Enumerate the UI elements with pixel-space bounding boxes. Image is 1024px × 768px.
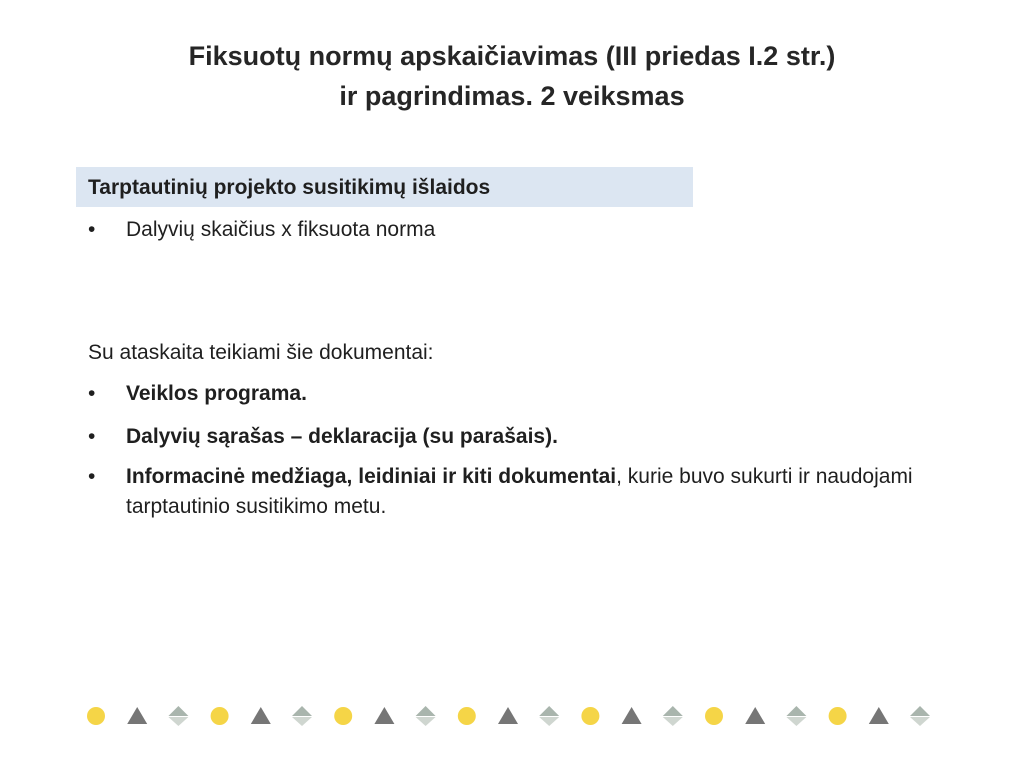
decor-circle-icon [705, 707, 723, 725]
decor-triangle-icon [622, 707, 642, 724]
decor-triangle-icon [251, 707, 271, 724]
decor-diamond-icon [910, 706, 930, 726]
decorative-shape-row [86, 705, 946, 727]
slide-title-line-2: ir pagrindimas. 2 veiksmas [339, 81, 685, 111]
slide-title-line-1: Fiksuotų normų apskaičiavimas (III priedas I.2 str.) [188, 41, 836, 71]
bullet-icon: • [88, 465, 96, 488]
decor-triangle-icon [498, 707, 518, 724]
decor-diamond-icon [539, 706, 559, 726]
decor-triangle-icon [745, 707, 765, 724]
document-item-text [126, 462, 966, 522]
decor-diamond-icon [416, 706, 436, 726]
decor-diamond-icon [168, 706, 188, 726]
decor-circle-icon [334, 707, 352, 725]
bullet-icon: • [88, 382, 96, 405]
bullet-icon: • [88, 218, 96, 241]
document-item-text: Dalyvių sąrašas – deklaracija (su parašais). [126, 425, 558, 448]
decor-circle-icon [211, 707, 229, 725]
decor-circle-icon [87, 707, 105, 725]
document-item-rest: , kurie buvo sukurti ir naudojami tarptautinio susitikimo metu. [126, 465, 913, 518]
decor-circle-icon [581, 707, 599, 725]
decor-diamond-icon [292, 706, 312, 726]
bullet-icon: • [88, 425, 96, 448]
decor-diamond-icon [786, 706, 806, 726]
decor-circle-icon [458, 707, 476, 725]
document-item-text: Veiklos programa. [126, 382, 307, 405]
decor-circle-icon [829, 707, 847, 725]
decor-triangle-icon [869, 707, 889, 724]
documents-intro: Su ataskaita teikiami šie dokumentai: [88, 341, 434, 364]
decor-diamond-icon [663, 706, 683, 726]
document-item-bold-part: Informacinė medžiaga, leidiniai ir kiti dokumentai [126, 465, 617, 488]
decor-triangle-icon [374, 707, 394, 724]
bullet-text: Dalyvių skaičius x fiksuota norma [126, 218, 436, 241]
slide-title [0, 36, 1024, 116]
section-header: Tarptautinių projekto susitikimų išlaidos [76, 167, 693, 207]
decor-triangle-icon [127, 707, 147, 724]
